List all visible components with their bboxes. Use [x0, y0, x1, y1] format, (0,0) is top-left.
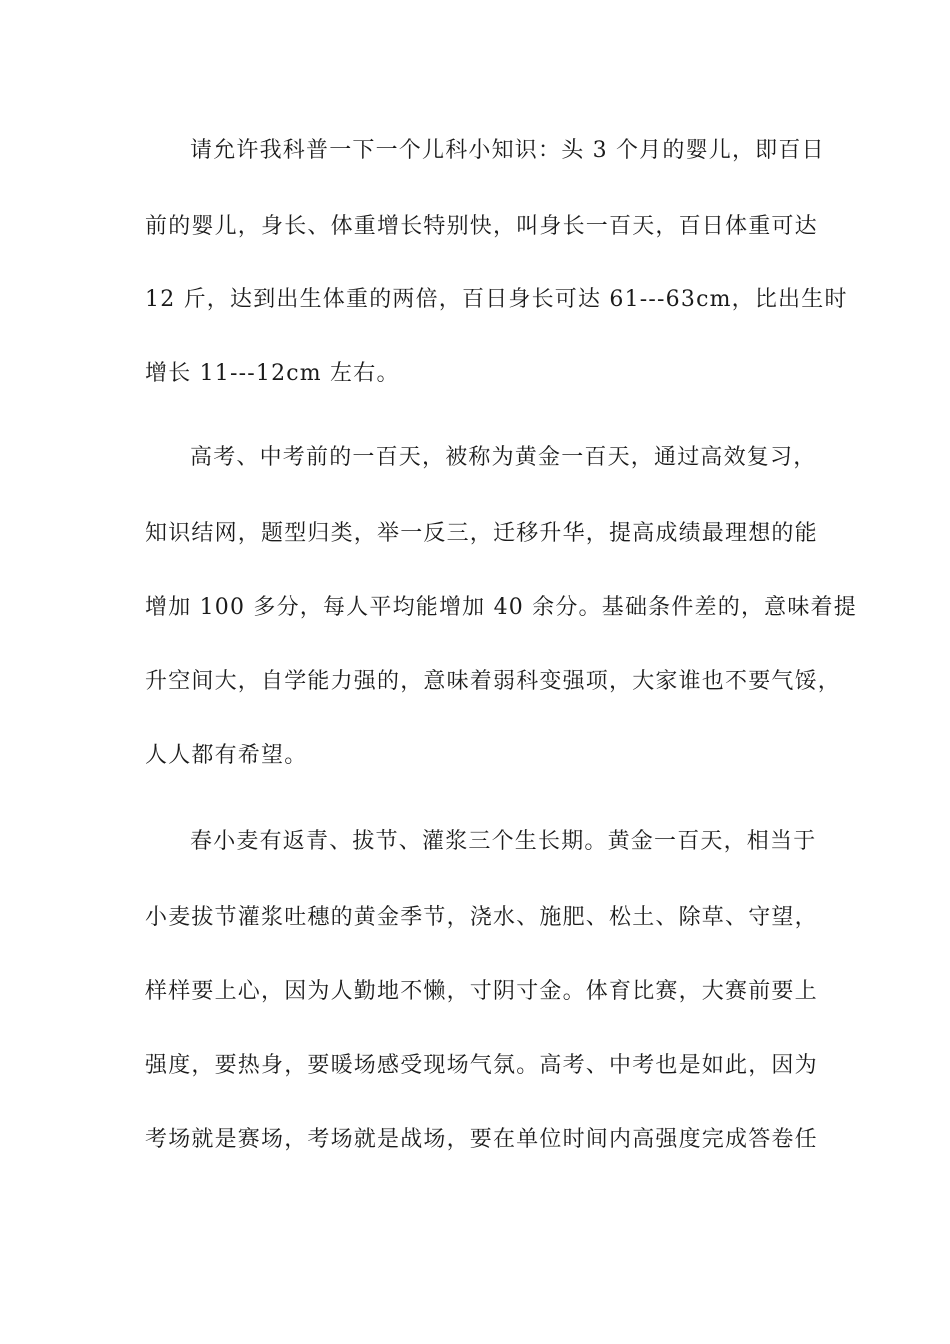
- text-line: 人人都有希望。: [145, 743, 308, 768]
- text-line: 高考、中考前的一百天，被称为黄金一百天，通过高效复习，: [190, 445, 817, 470]
- text-line: 考场就是赛场，考场就是战场，要在单位时间内高强度完成答卷任: [145, 1127, 818, 1152]
- text-line: 知识结网，题型归类，举一反三，迁移升华，提高成绩最理想的能: [145, 521, 818, 546]
- text-line: 小麦拔节灌浆吐穗的黄金季节，浇水、施肥、松土、除草、守望，: [145, 905, 818, 930]
- text-line: 样样要上心，因为人勤地不懒，寸阴寸金。体育比赛，大赛前要上: [145, 979, 818, 1004]
- text-line: 强度，要热身，要暖场感受现场气氛。高考、中考也是如此，因为: [145, 1053, 818, 1078]
- text-line: 增长 11---12cm 左右。: [145, 361, 400, 386]
- text-line: 增加 100 多分，每人平均能增加 40 余分。基础条件差的，意味着提: [145, 595, 857, 620]
- text-line: 升空间大，自学能力强的，意味着弱科变强项，大家谁也不要气馁，: [145, 669, 842, 694]
- text-line: 前的婴儿，身长、体重增长特别快，叫身长一百天，百日体重可达: [145, 214, 818, 239]
- text-line: 请允许我科普一下一个儿科小知识：头 3 个月的婴儿，即百日: [190, 138, 825, 163]
- text-line: 12 斤，达到出生体重的两倍，百日身长可达 61---63cm，比出生时: [145, 287, 848, 312]
- text-line: 春小麦有返青、拔节、灌浆三个生长期。黄金一百天，相当于: [190, 829, 817, 854]
